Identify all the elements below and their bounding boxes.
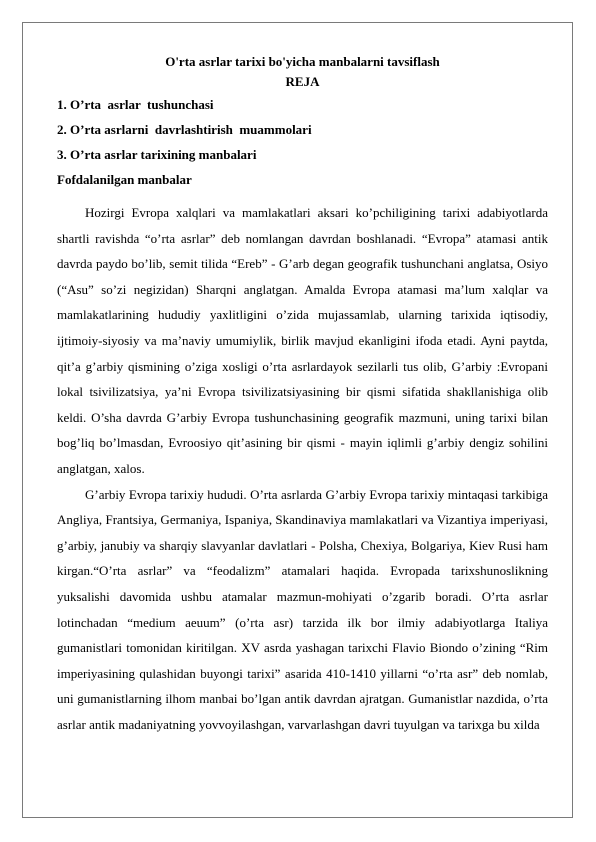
plan-item: 3. O’rta asrlar tarixining manbalari: [57, 147, 257, 162]
document-body: [57, 52, 548, 737]
plan-item: 2. O’rta asrlarni davrlashtirish muammolari: [57, 122, 312, 137]
document-title: O'rta asrlar tarixi bo'yicha manbalarni tavsiflash: [165, 54, 440, 69]
plan-heading: REJA: [285, 74, 320, 89]
body-paragraph: G’arbiy Evropa tarixiy hududi. O’rta asrlarda G’arbiy Evropa tarixiy mintaqasi tarkibiga Angliya, Frantsiya, Germaniya, Ispaniya, Skandinaviya mamlakatlari va Vizantiya imperiyasi, g’arbiy, janubiy va sharqiy slavyanlar davlatlari - Polsha, Chexiya, Bolgariya, Kiev Rusi ham kirgan.“O’rta asrlar” va “feodalizm” atamalari haqida. Evropada tarixshunoslikning yuksalishi davomida ushbu atamalar mazmun-mohiyati o’zgarib boradi. O’rta asrlar lotinchadan “medium aeuum” (o’rta asr) tarzida ilk bor ilmiy adabiyotlarga Italiya gumanistlari tomonidan kiritilgan. XV asrda yashagan tarixchi Flavio Biondo o’zining “Rim imperiyasining qulashidan buyongi tarixi” asarida 410-1410 yillarni “o’rta asr” deb nomlab, uni gumanistlarning ilhom manbai bo’lgan antik davrdan ajratgan. Gumanistlar nazdida, o’rta asrlar antik madaniyatning yovvoyilashgan, varvarlashgan davri tuyulgan va tarixga bu xilda: [57, 486, 548, 732]
body-paragraph: Hozirgi Evropa xalqlari va mamlakatlari aksari ko’pchiligining tarixi adabiyotlarda shartli ravishda “o’rta asrlar” deb nomlangan davrdan boshlanadi. “Evropa” atamasi antik davrda paydo bo’lib, semit tilida “Ereb” - G’arb degan geografik tushunchani anglatsa, Osiyo (“Asu” so’zi negizidan) Sharqni anglatgan. Amalda Evropa atamasi ma’lum xalqlar va mamlakatlarining hududiy yaxlitligini o’zida mujassamlab, ularning tarixida iqtisodiy, ijtimoiy-siyosiy va ma’naviy umumiylik, birlik mavjud ekanligini ifoda etadi. Ayni paytda, qit’a g’arbiy qismining o’ziga xosligi o’rta asrlardayok sezilarli tus olib, G’arbiy :Evropani lokal tsivilizatsiya, ya’ni Evropa tsivilizatsiyasining bir qismi sifatida shakllanishiga olib keldi. O’sha davrda G’arbiy Evropa tushunchasining geografik mazmuni, uning tarixi bilan bog’liq bo’lmasdan, Evroosiyo qit’asining bir qismi - mayin iqlimli g’arbiy dengiz sohilini anglatgan, xalos.: [57, 205, 548, 476]
plan-list: [57, 92, 548, 192]
plan-item: Fofdalanilgan manbalar: [57, 172, 192, 187]
plan-item: 1. O’rta asrlar tushunchasi: [57, 97, 214, 112]
